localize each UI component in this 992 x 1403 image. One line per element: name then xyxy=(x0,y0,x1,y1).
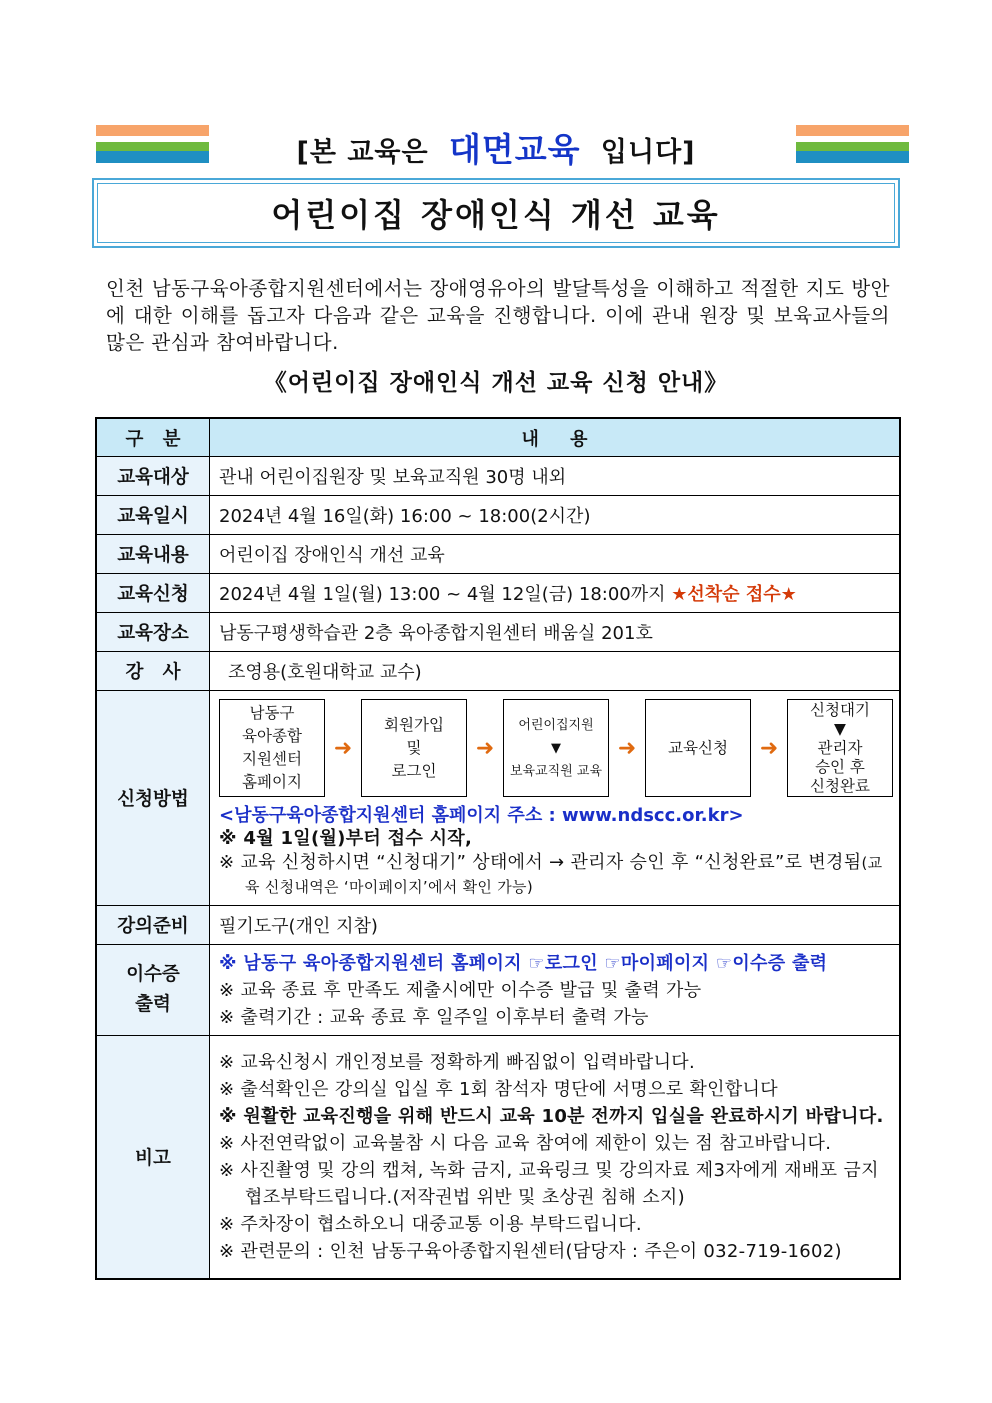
row-value-certificate xyxy=(210,945,901,1036)
method-note-start: ※ 4월 1일(월)부터 접수 시작, xyxy=(219,828,473,849)
page-title: 어린이집 장애인식 개선 교육 xyxy=(97,183,895,243)
flow-step-approval xyxy=(787,699,893,797)
certificate-label-line2: 출력 xyxy=(135,994,171,1015)
remark-5: ※ 사진촬영 및 강의 캡쳐, 녹화 금지, 교육링크 및 강의자료 제3자에게 재배포 금지 협조부탁드립니다.(저작권법 위반 및 초상권 침해 소지) xyxy=(219,1160,879,1208)
table-row xyxy=(96,613,900,652)
row-value-apply xyxy=(210,574,901,613)
remark-6: ※ 주차장이 협소하오니 대중교통 이용 부탁드립니다. xyxy=(219,1214,642,1235)
table-row xyxy=(96,691,900,906)
row-label-place: 교육장소 xyxy=(96,613,210,652)
banner-prefix: [본 교육은 xyxy=(296,137,429,168)
table-row xyxy=(96,945,900,1036)
row-label-lecturer: 강 사 xyxy=(96,652,210,691)
down-arrow-icon: ▼ xyxy=(834,719,846,738)
row-label-certificate xyxy=(96,945,210,1036)
certificate-note-3: ※ 출력기간 : 교육 종료 후 일주일 이후부터 출력 가능 xyxy=(219,1006,649,1028)
info-table xyxy=(95,417,901,1280)
arrow-right-icon: ➜ xyxy=(333,735,353,761)
method-note-status-small: (교육 신청내역은 ‘마이페이지’에서 확인 가능) xyxy=(245,854,883,896)
remark-4: ※ 사전연락없이 교육불참 시 다음 교육 참여에 제한이 있는 점 참고바랍니다. xyxy=(219,1133,832,1154)
remark-1: ※ 교육신청시 개인정보를 정확하게 빠짐없이 입력바랍니다. xyxy=(219,1052,696,1073)
remark-7: ※ 관련문의 : 인천 남동구육아종합지원센터(담당자 : 주은이 032-719-1602) xyxy=(219,1241,842,1262)
table-header-row xyxy=(96,418,900,457)
method-note-status xyxy=(219,851,893,899)
method-note-status-text: ※ 교육 신청하시면 “신청대기” 상태에서 → 관리자 승인 후 “신청완료”로 변경됨 xyxy=(219,852,862,873)
arrow-right-icon: ➜ xyxy=(475,735,495,761)
first-come-badge: ★선착순 접수★ xyxy=(671,584,797,605)
row-label-datetime: 교육일시 xyxy=(96,496,210,535)
certificate-note-1: ※ 남동구 육아종합지원센터 홈페이지 ☞로그인 ☞마이페이지 ☞이수증 출력 xyxy=(219,952,828,974)
certificate-label-line1: 이수증 xyxy=(126,964,180,985)
remark-2: ※ 출석확인은 강의실 입실 후 1회 참석자 명단에 서명으로 확인합니다 xyxy=(219,1079,778,1100)
table-row xyxy=(96,1036,900,1280)
row-value-content: 어린이집 장애인식 개선 교육 xyxy=(210,535,901,574)
flow-step-daycare-support-title: 어린이집지원 xyxy=(518,717,594,733)
row-value-datetime: 2024년 4월 16일(화) 16:00 ~ 18:00(2시간) xyxy=(210,496,901,535)
row-value-prep: 필기도구(개인 지참) xyxy=(210,906,901,945)
table-row xyxy=(96,457,900,496)
flow-step-login: 회원가입 및 로그인 xyxy=(361,699,467,797)
remark-3: ※ 원활한 교육진행을 위해 반드시 교육 10분 전까지 입실을 완료하시기 바랍니다. xyxy=(219,1106,884,1127)
table-row xyxy=(96,906,900,945)
row-value-remarks xyxy=(210,1036,901,1280)
flow-step-apply: 교육신청 xyxy=(645,699,751,797)
table-row xyxy=(96,652,900,691)
row-value-place: 남동구평생학습관 2층 육아종합지원센터 배움실 201호 xyxy=(210,613,901,652)
format-banner xyxy=(0,124,992,171)
section-subtitle: 《어린이집 장애인식 개선 교육 신청 안내》 xyxy=(263,370,729,396)
apply-period: 2024년 4월 1일(월) 13:00 ~ 4월 12일(금) 18:00까지 xyxy=(219,584,666,605)
title-box xyxy=(92,178,900,248)
header-category: 구 분 xyxy=(96,418,210,457)
row-label-method: 신청방법 xyxy=(96,691,210,906)
row-label-target: 교육대상 xyxy=(96,457,210,496)
homepage-address: <남동구육아종합지원센터 홈페이지 주소 : www.ndscc.or.kr> xyxy=(219,805,744,826)
row-value-lecturer: 조영용(호원대학교 교수) xyxy=(210,652,901,691)
row-value-method xyxy=(210,691,901,906)
flow-step-daycare-support xyxy=(503,699,609,797)
arrow-right-icon: ➜ xyxy=(617,735,637,761)
banner-suffix: 입니다] xyxy=(600,137,696,168)
flow-step-complete: 관리자 승인 후 신청완료 xyxy=(810,738,870,795)
flow-step-waiting: 신청대기 xyxy=(810,700,870,719)
table-row xyxy=(96,535,900,574)
certificate-note-2: ※ 교육 종료 후 만족도 제출시에만 이수증 발급 및 출력 가능 xyxy=(219,979,702,1001)
row-label-apply: 교육신청 xyxy=(96,574,210,613)
arrow-right-icon: ➜ xyxy=(759,735,779,761)
header-content: 내 용 xyxy=(210,418,901,457)
row-label-content: 교육내용 xyxy=(96,535,210,574)
application-flow xyxy=(219,699,893,797)
flow-step-homepage: 남동구 육아종합 지원센터 홈페이지 xyxy=(219,699,325,797)
intro-paragraph: 인천 남동구육아종합지원센터에서는 장애영유아의 발달특성을 이해하고 적절한 지도 방안에 대한 이해를 돕고자 다음과 같은 교육을 진행합니다. 이에 관내 원장 및 보육교사들의 많은 관심과 참여바랍니다. xyxy=(106,277,890,354)
row-label-prep: 강의준비 xyxy=(96,906,210,945)
table-row xyxy=(96,574,900,613)
row-label-remarks: 비고 xyxy=(96,1036,210,1280)
flow-step-staff-education: 보육교직원 교육 xyxy=(509,763,603,779)
banner-highlight: 대면교육 xyxy=(448,130,581,169)
down-arrow-icon: ▼ xyxy=(551,740,561,756)
table-row xyxy=(96,496,900,535)
row-value-target: 관내 어린이집원장 및 보육교직원 30명 내외 xyxy=(210,457,901,496)
